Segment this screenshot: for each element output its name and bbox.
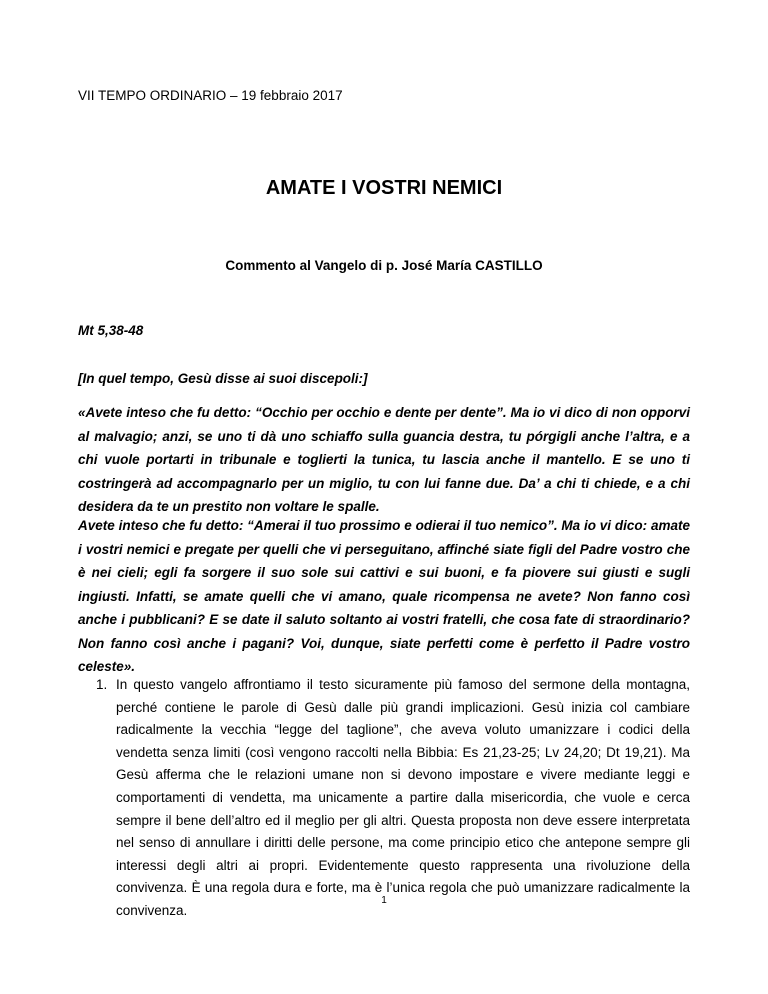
gospel-reference: Mt 5,38-48 — [78, 323, 144, 338]
page-header: VII TEMPO ORDINARIO – 19 febbraio 2017 — [78, 88, 343, 103]
document-subtitle: Commento al Vangelo di p. José María CASTILLO — [225, 258, 543, 273]
gospel-paragraph: «Avete inteso che fu detto: “Occhio per occhio e dente per dente”. Ma io vi dico di non opporvi al malvagio; anzi, se uno ti dà uno schiaffo sulla guancia destra, tu pórgigli anche l’altra, e a chi vuole portarti in tribunale e toglierti la tunica, tu lascia anche il mantello. E se uno ti costringerà ad accompagnarlo per un miglio, tu con lui fanne due. Da’ a chi ti chiede, e a chi desidera da te un prestito non voltare le spalle. — [78, 405, 690, 514]
page-number: 1 — [381, 895, 387, 906]
commentary-item — [96, 674, 690, 923]
document-title: AMATE I VOSTRI NEMICI — [265, 177, 503, 199]
commentary-text: In questo vangelo affrontiamo il testo sicuramente più famoso del sermone della montagna, perché contiene le parole di Gesù dalle più grandi implicazioni. Gesù inizia col cambiare radicalmente la vecchia “legge del taglione”, che aveva voluto umanizzare i codici della vendetta senza limiti (così vengono raccolti nella Bibbia: Es 21,23-25; Lv 24,20; Dt 19,21). Ma Gesù afferma che le relazioni umane non si devono impostare e vivere mediante leggi e comportamenti di vendetta, ma unicamente a partire dalla misericordia, che vuole e cerca sempre il bene dell’altro ed il meglio per gli altri. Questa proposta non deve essere interpretata nel senso di annullare i diritti delle persone, ma come principio etico che antepone sempre gli interessi degli altri ai propri. Evidentemente questo rappresenta una rivoluzione della convivenza. È una regola dura e forte, ma è l’unica regola che può umanizzare radicalmente la convivenza. — [116, 677, 690, 918]
commentary-number: 1. — [96, 677, 108, 692]
gospel-paragraph: Avete inteso che fu detto: “Amerai il tuo prossimo e odierai il tuo nemico”. Ma io vi dico: amate i vostri nemici e pregate per quelli che vi perseguitano, affinché siate figli del Padre vostro che è nei cieli; egli fa sorgere il suo sole sui cattivi e sui buoni, e fa piovere sui giusti e sugli ingiusti. Infatti, se amate quelli che vi amano, quale ricompensa ne avete? Non fanno così anche i pubblicani? E se date il saluto soltanto ai vostri fratelli, che cosa fate di straordinario? Non fanno così anche i pagani? Voi, dunque, siate perfetti come è perfetto il Padre vostro celeste». — [78, 518, 690, 674]
gospel-intro: [In quel tempo, Gesù disse ai suoi discepoli:] — [78, 371, 368, 386]
